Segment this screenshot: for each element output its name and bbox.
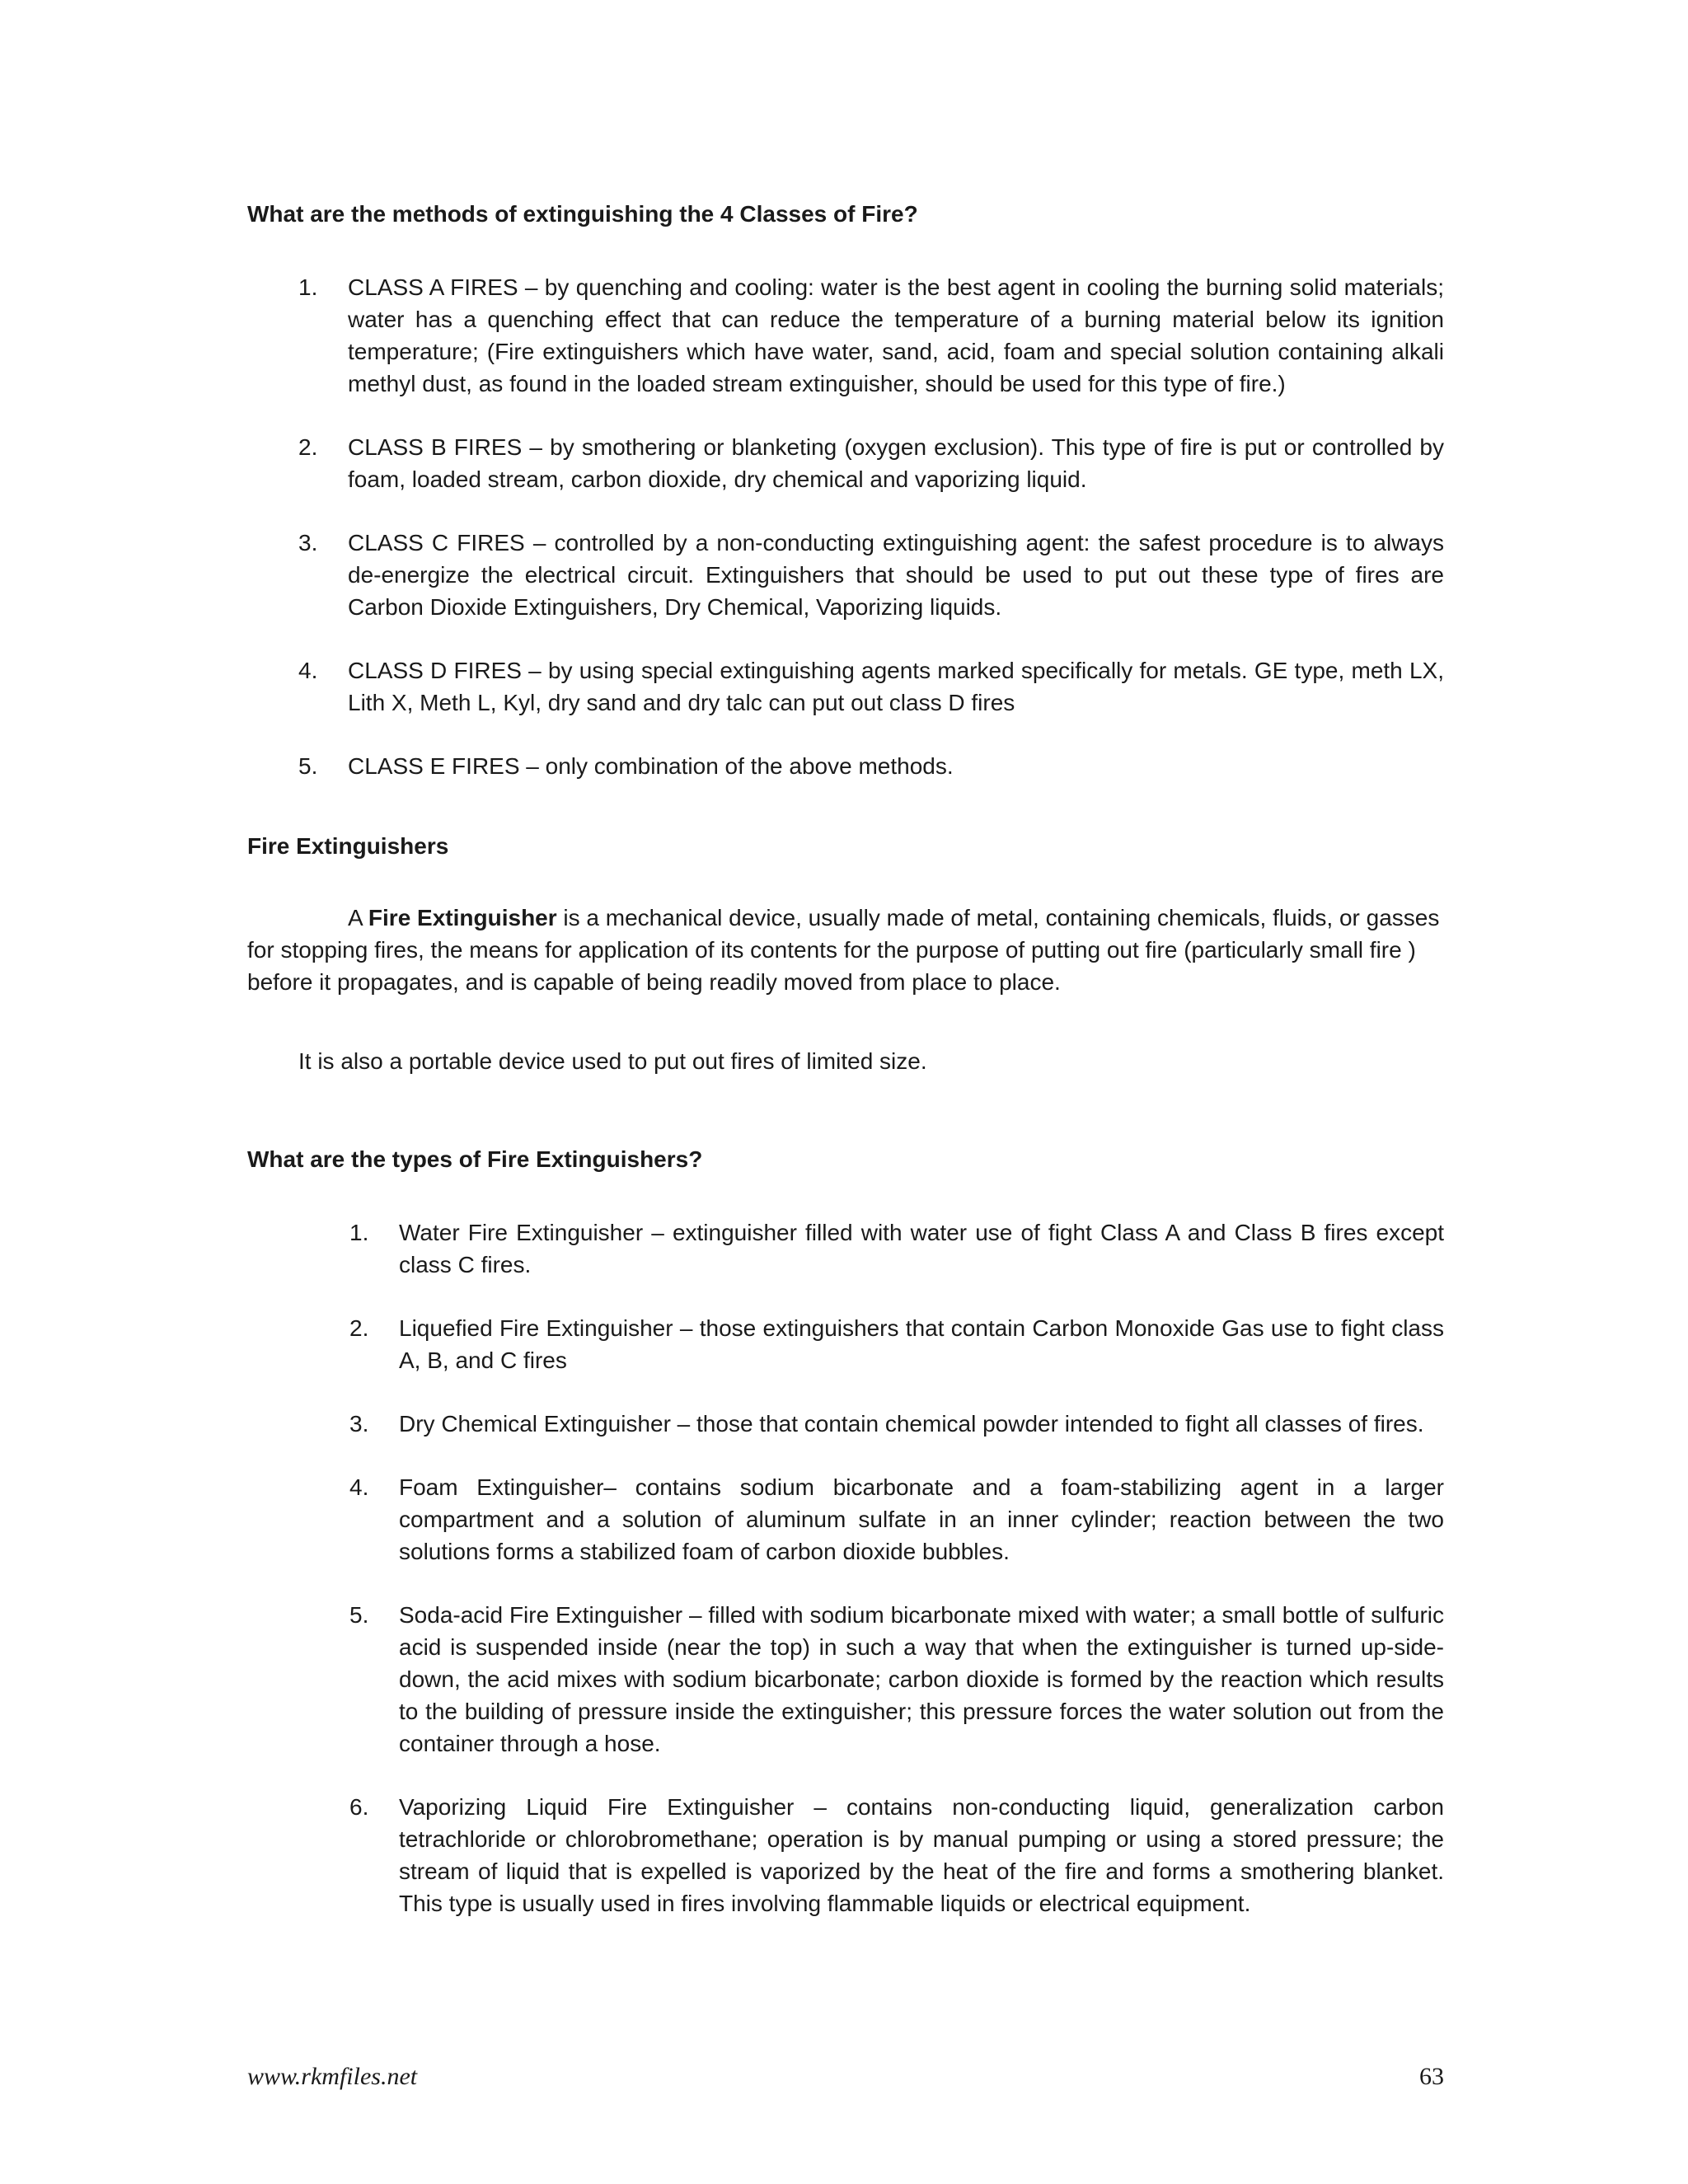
section-heading-fire-extinguishers: Fire Extinguishers xyxy=(247,833,449,859)
list-item xyxy=(247,1216,1444,1281)
list-number: 5. xyxy=(349,1602,369,1628)
list-item xyxy=(247,654,1444,719)
section-heading-types: What are the types of Fire Extinguishers? xyxy=(247,1146,703,1172)
list-number: 3. xyxy=(298,530,318,555)
footer-url: www.rkmfiles.net xyxy=(247,2063,418,2090)
extinguisher-types-list xyxy=(247,1216,1444,1919)
section-heading-methods: What are the methods of extinguishing the 4 Classes of Fire? xyxy=(247,201,918,227)
list-number: 2. xyxy=(298,434,318,460)
list-number: 1. xyxy=(298,274,318,300)
portable-paragraph: It is also a portable device used to put out fires of limited size. xyxy=(298,1048,927,1074)
list-number: 6. xyxy=(349,1794,369,1820)
list-item xyxy=(247,527,1444,623)
list-text: Water Fire Extinguisher – extinguisher filled with water use of fight Class A and Class B fires except class C fires. xyxy=(399,1220,1444,1277)
list-number: 4. xyxy=(349,1474,369,1500)
list-number: 2. xyxy=(349,1315,369,1341)
list-item xyxy=(247,1471,1444,1568)
list-number: 4. xyxy=(298,658,318,683)
list-text: Vaporizing Liquid Fire Extinguisher – contains non-conducting liquid, generalization carbon tetrachloride or chlorobromethane; operation is by manual pumping or using a stored pressure; the stream of liquid that is expelled is vaporized by the heat of the fire and forms a smothering blanket. This type is usually used in fires involving flammable liquids or electrical equipment. xyxy=(399,1794,1444,1916)
list-text: Soda-acid Fire Extinguisher – filled with sodium bicarbonate mixed with water; a small bottle of sulfuric acid is suspended inside (near the top) in such a way that when the extinguisher is turned up-side-down, the acid mixes with sodium bicarbonate; carbon dioxide is formed by the reaction which results to the building of pressure inside the extinguisher; this pressure forces the water solution out from the container through a hose. xyxy=(399,1602,1444,1756)
list-item xyxy=(247,750,1444,782)
list-text: Liquefied Fire Extinguisher – those extinguishers that contain Carbon Monoxide Gas use to fight class A, B, and C fires xyxy=(399,1315,1444,1373)
list-text: CLASS E FIRES – only combination of the above methods. xyxy=(348,753,954,779)
list-text: Dry Chemical Extinguisher – those that contain chemical powder intended to fight all classes of fires. xyxy=(399,1411,1424,1436)
list-text: Foam Extinguisher– contains sodium bicarbonate and a foam-stabilizing agent in a larger compartment and a solution of aluminum sulfate in an inner cylinder; reaction between the two solutions forms a stabilized foam of carbon dioxide bubbles. xyxy=(399,1474,1444,1564)
page-number: 63 xyxy=(1419,2063,1444,2090)
list-item xyxy=(247,1599,1444,1760)
fire-classes-list xyxy=(247,271,1444,782)
definition-paragraph xyxy=(247,902,1444,998)
list-text: CLASS B FIRES – by smothering or blanketing (oxygen exclusion). This type of fire is put or controlled by foam, loaded stream, carbon dioxide, dry chemical and vaporizing liquid. xyxy=(348,434,1444,492)
definition-term: Fire Extinguisher xyxy=(368,905,557,930)
list-number: 5. xyxy=(298,753,318,779)
document-page xyxy=(247,198,1444,1951)
list-number: 3. xyxy=(349,1411,369,1436)
definition-body: is a mechanical device, usually made of metal, containing chemicals, fluids, or gasses for stopping fires, the means for application of its contents for the purpose of putting out fire (particularly small fire ) before it propagates, and is capable of being readily moved from place to place. xyxy=(247,905,1440,995)
list-text: CLASS C FIRES – controlled by a non-conducting extinguishing agent: the safest procedure is to always de-energize the electrical circuit. Extinguishers that should be used to put out these type of fires are Carbon Dioxide Extinguishers, Dry Chemical, Vaporizing liquids. xyxy=(348,530,1444,620)
list-item xyxy=(247,1408,1444,1440)
list-item xyxy=(247,431,1444,495)
definition-lead: A xyxy=(348,905,368,930)
list-item xyxy=(247,1312,1444,1376)
list-text: CLASS D FIRES – by using special extinguishing agents marked specifically for metals. GE type, meth LX, Lith X, Meth L, Kyl, dry sand and dry talc can put out class D fires xyxy=(348,658,1444,715)
list-text: CLASS A FIRES – by quenching and cooling: water is the best agent in cooling the burning solid materials; water has a quenching effect that can reduce the temperature of a burning material below its ignition temperature; (Fire extinguishers which have water, sand, acid, foam and special solution containing alkali methyl dust, as found in the loaded stream extinguisher, should be used for this type of fire.) xyxy=(348,274,1444,396)
list-item xyxy=(247,271,1444,400)
list-item xyxy=(247,1791,1444,1919)
list-number: 1. xyxy=(349,1220,369,1245)
